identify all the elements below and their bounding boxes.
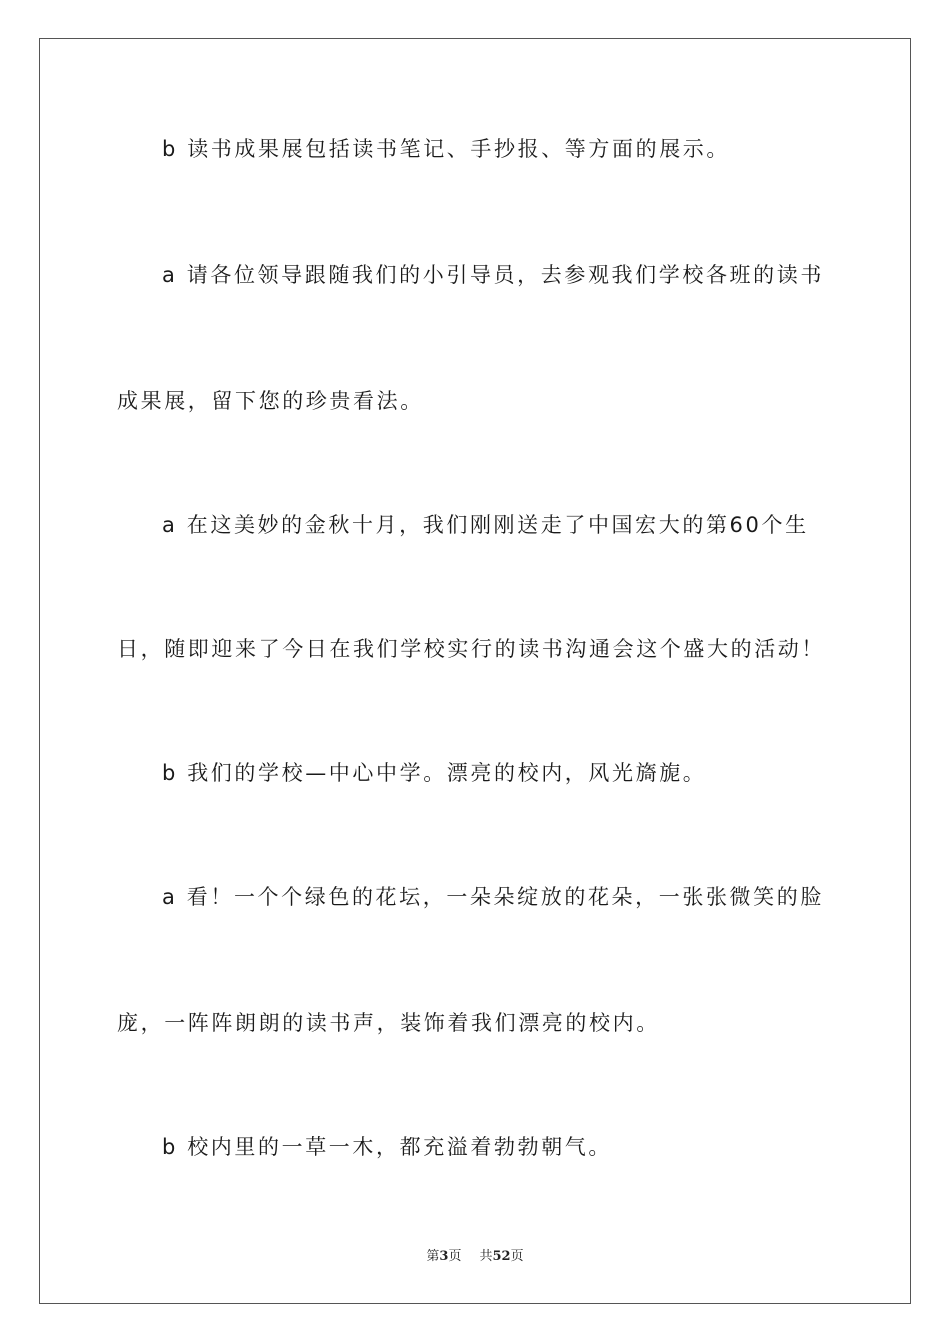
total-label-suffix: 页 bbox=[510, 1249, 524, 1264]
page-footer bbox=[0, 1245, 950, 1264]
total-label-prefix: 共 bbox=[479, 1249, 493, 1264]
page-label-suffix: 页 bbox=[448, 1249, 462, 1264]
total-pages: 52 bbox=[492, 1249, 511, 1264]
paragraph-line-1: b 读书成果展包括读书笔记、手抄报、等方面的展示。 bbox=[162, 137, 731, 161]
page-label-prefix: 第 bbox=[426, 1249, 440, 1264]
paragraph-line-2: a 请各位领导跟随我们的小引导员，去参观我们学校各班的读书 bbox=[162, 263, 824, 287]
page-number: 3 bbox=[439, 1249, 449, 1264]
paragraph-line-3: 成果展，留下您的珍贵看法。 bbox=[117, 389, 424, 413]
paragraph-line-6: b 我们的学校—中心中学。漂亮的校内，风光旖旎。 bbox=[162, 761, 707, 785]
paragraph-line-5: 日，随即迎来了今日在我们学校实行的读书沟通会这个盛大的活动！ bbox=[117, 637, 825, 661]
paragraph-line-7: a 看！一个个绿色的花坛，一朵朵绽放的花朵，一张张微笑的脸 bbox=[162, 885, 824, 909]
page-border bbox=[39, 38, 911, 1304]
paragraph-line-9: b 校内里的一草一木，都充溢着勃勃朝气。 bbox=[162, 1135, 613, 1159]
paragraph-line-4: a 在这美妙的金秋十月，我们刚刚送走了中国宏大的第60个生 bbox=[162, 513, 809, 537]
paragraph-line-8: 庞，一阵阵朗朗的读书声，装饰着我们漂亮的校内。 bbox=[117, 1011, 660, 1035]
